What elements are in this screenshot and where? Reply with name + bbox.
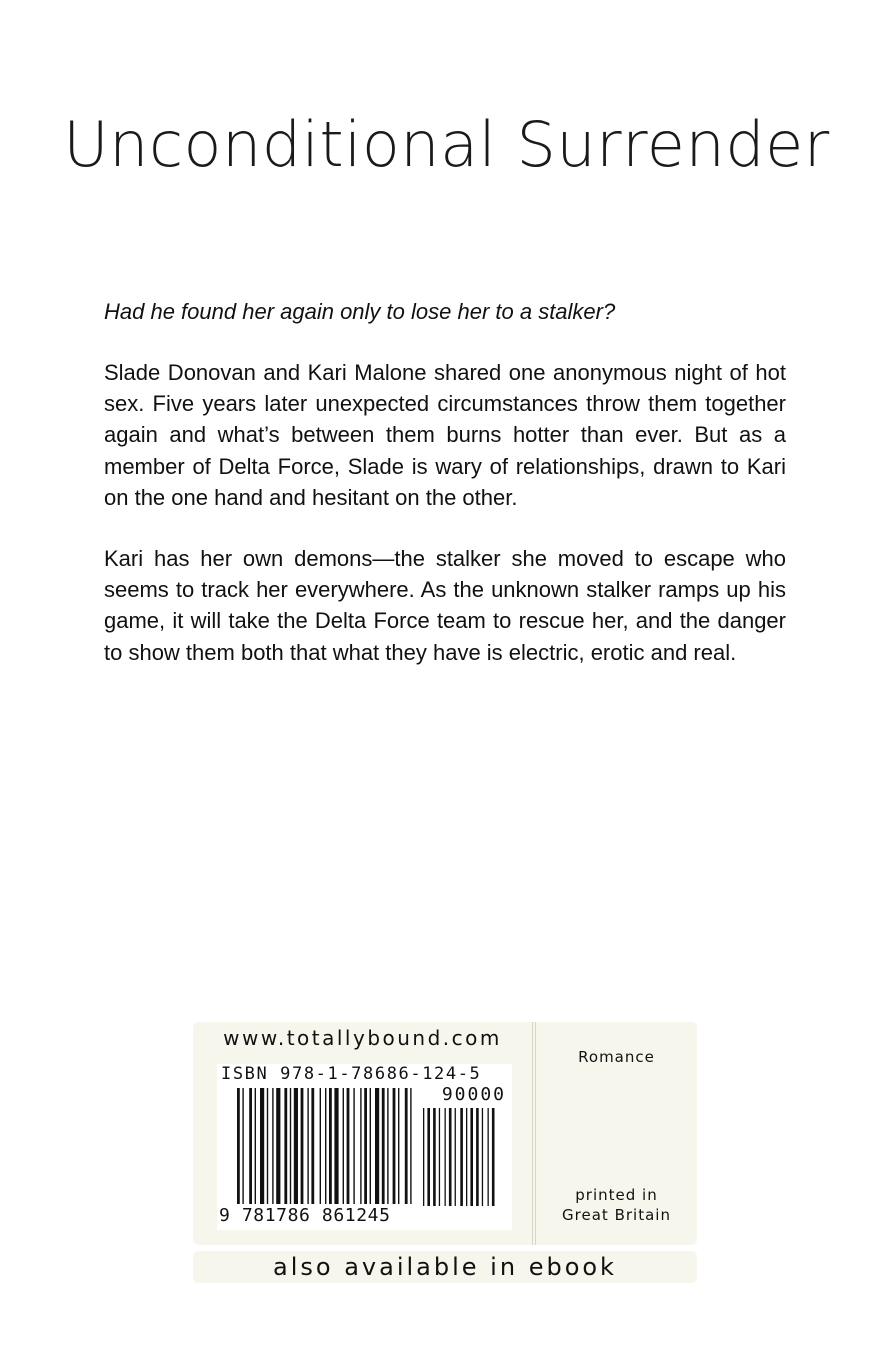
printed-in-label [536,1185,697,1225]
back-cover-blurb [104,296,786,698]
blurb-paragraph-1: Slade Donovan and Kari Malone shared one anonymous night of hot sex. Five years later unexpected circumstances throw them together again and what’s between them burns hotter than ever. But as a member of Delta Force, Slade is wary of relationships, drawn to Kari on the one hand and hesitant on the other. [104,360,786,510]
isbn-label: ISBN 978-1-78686-124-5 [221,1064,482,1084]
barcode-number: 9 781786 861245 [219,1205,391,1226]
ebook-availability-banner: also available in ebook [193,1251,697,1283]
barcode-block [217,1064,512,1230]
book-title: Unconditional Surrender [63,108,830,181]
tagline: Had he found her again only to lose her to a stalker? [104,299,616,324]
publisher-website[interactable]: www.totallybound.com [223,1026,502,1050]
price-code: 90000 [441,1084,506,1105]
blurb-paragraph-2: Kari has her own demons—the stalker she moved to escape who seems to track her everywhere. As the unknown stalker ramps up his game, it will take the Delta Force team to rescue her, and the danger to show them both that what they have is electric, erotic and real. [104,546,786,665]
printed-line-1: printed in [575,1186,658,1204]
genre-label: Romance [578,1048,655,1066]
printed-line-2: Great Britain [562,1206,671,1224]
publisher-info-box [193,1022,697,1245]
